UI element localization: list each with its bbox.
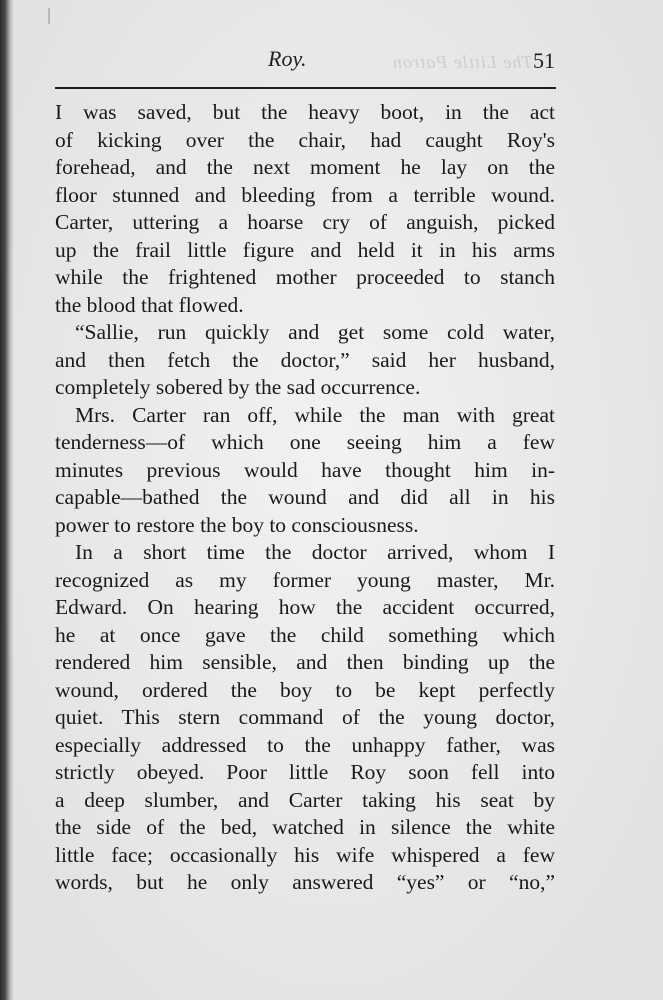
text-line: power to restore the boy to consciousness. bbox=[55, 512, 419, 537]
text-line: quiet. This stern command of the young doctor, bbox=[55, 705, 555, 729]
bleed-through-text: The Little Patron bbox=[392, 52, 533, 72]
text-line: and then fetch the doctor,” said her husband, bbox=[55, 347, 555, 372]
text-line: wound, ordered the boy to be kept perfectly bbox=[55, 677, 555, 702]
text-line: words, but he only answered “yes” or “no,” bbox=[55, 870, 555, 894]
body-text bbox=[55, 99, 555, 897]
text-line: forehead, and the next moment he lay on the bbox=[55, 155, 555, 179]
paragraph bbox=[55, 402, 555, 540]
text-line: strictly obeyed. Poor little Roy soon fell into bbox=[55, 760, 555, 784]
text-line: Carter, uttering a hoarse cry of anguish, picked bbox=[55, 210, 555, 234]
text-line: recognized as my former young master, Mr. bbox=[55, 567, 555, 592]
text-line: up the frail little figure and held it in his arms bbox=[55, 237, 555, 262]
text-line: capable—bathed the wound and did all in his bbox=[55, 485, 555, 509]
paragraph bbox=[55, 319, 555, 402]
header-rule bbox=[55, 87, 556, 89]
text-line: of kicking over the chair, had caught Roy's bbox=[55, 127, 555, 152]
paragraph bbox=[55, 539, 555, 897]
text-line: Mrs. Carter ran off, while the man with great bbox=[75, 402, 555, 427]
page-header bbox=[55, 42, 555, 82]
page-number: 51 bbox=[533, 48, 555, 73]
text-line: tenderness—of which one seeing him a few bbox=[55, 430, 555, 454]
text-line: the side of the bed, watched in silence the white bbox=[55, 815, 555, 839]
text-line: little face; occasionally his wife whispered a few bbox=[55, 842, 555, 867]
running-head: Roy. bbox=[268, 46, 307, 71]
paragraph bbox=[55, 99, 555, 319]
text-line: minutes previous would have thought him in- bbox=[55, 457, 555, 482]
text-line: he at once gave the child something which bbox=[55, 622, 555, 647]
text-line: completely sobered by the sad occurrence. bbox=[55, 375, 421, 399]
text-line: while the frightened mother proceeded to stanch bbox=[55, 265, 555, 289]
text-line: especially addressed to the unhappy father, was bbox=[55, 732, 555, 757]
page-binding-shadow bbox=[0, 0, 14, 1000]
text-line: “Sallie, run quickly and get some cold water, bbox=[75, 320, 555, 344]
text-line: I was saved, but the heavy boot, in the act bbox=[55, 100, 555, 124]
text-line: In a short time the doctor arrived, whom I bbox=[75, 540, 555, 564]
text-line: a deep slumber, and Carter taking his seat by bbox=[55, 787, 555, 812]
text-line: floor stunned and bleeding from a terrible wound. bbox=[55, 182, 555, 207]
text-line: Edward. On hearing how the accident occurred, bbox=[55, 595, 555, 619]
binding-mark bbox=[48, 8, 50, 24]
text-line: rendered him sensible, and then binding up the bbox=[55, 650, 555, 674]
text-line: the blood that flowed. bbox=[55, 292, 244, 317]
